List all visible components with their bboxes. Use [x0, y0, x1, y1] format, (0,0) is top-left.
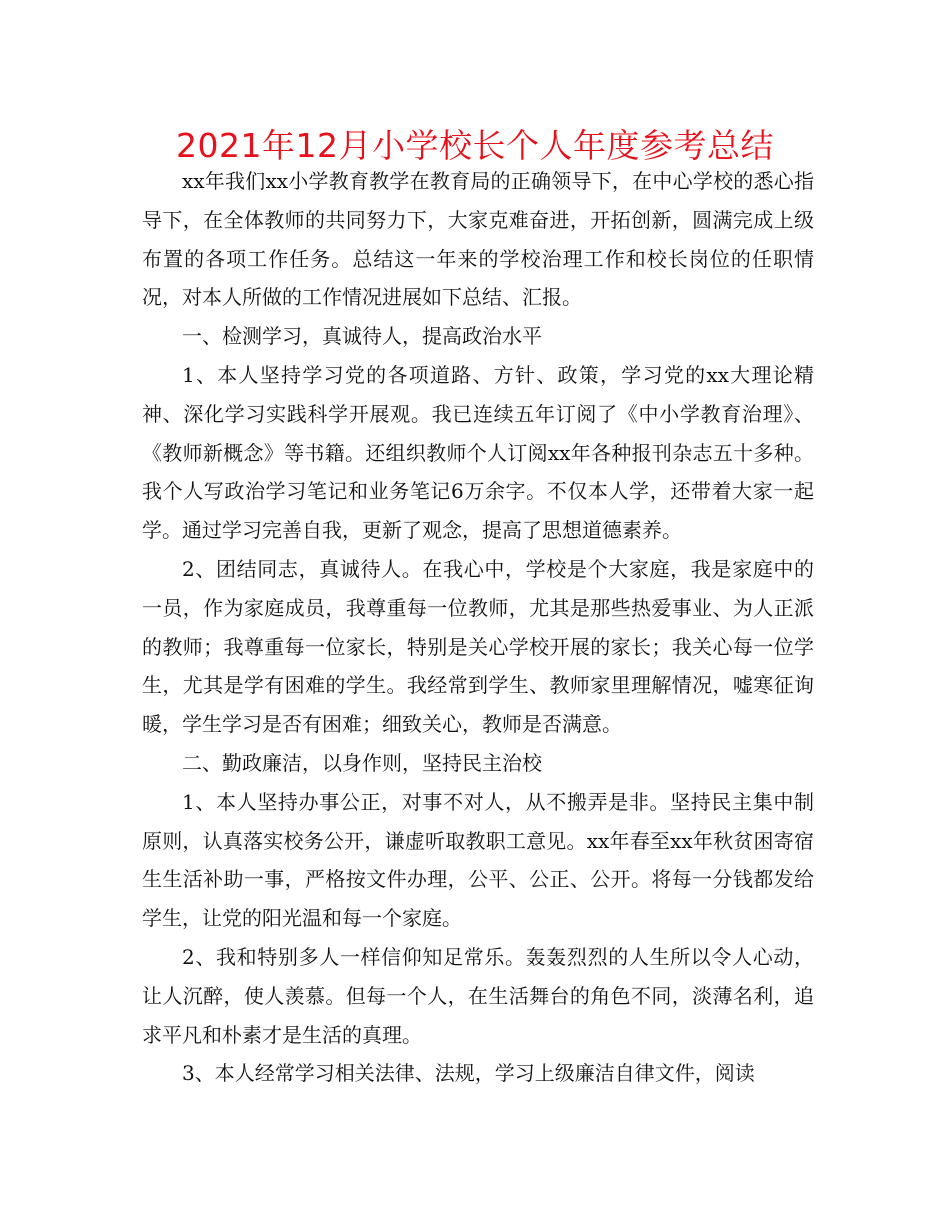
paragraph-1-2: 2、团结同志，真诚待人。在我心中，学校是个大家庭，我是家庭中的一员，作为家庭成员，我尊重每一位教师，尤其是那些热爱事业、为人正派的教师；我尊重每一位家长，特别是关心学校开展的家长；我关心每一位学生，尤其是学有困难的学生。我经常到学生、教师家里理解情况，嘘寒征询暖，学生学习是否有困难；细致关心，教师是否满意。 [142, 556, 814, 737]
section-heading-1: 一、检测学习，真诚待人，提高政治水平 [182, 324, 542, 349]
paragraph-1-1: 1、本人坚持学习党的各项道路、方针、政策，学习党的xx大理论精神、深化学习实践科学开展观。我已连续五年订阅了《中小学教育治理》、《教师新概念》等书籍。还组织教师个人订阅xx年各种报刊杂志五十多种。我个人写政治学习笔记和业务笔记6万余字。不仅本人学，还带着大家一起学。通过学习完善自我，更新了观念，提高了思想道德素养。 [142, 362, 814, 543]
section-heading-2: 二、勤政廉洁，以身作则，坚持民主治校 [182, 750, 542, 775]
document-title: 2021年12月小学校长个人年度参考总结 [176, 126, 774, 165]
paragraph-2-1: 1、本人坚持办事公正，对事不对人，从不搬弄是非。坚持民主集中制原则，认真落实校务公开，谦虚听取教职工意见。xx年春至xx年秋贫困寄宿生生活补助一事，严格按文件办理，公平、公正、公开。将每一分钱都发给学生，让党的阳光温和每一个家庭。 [142, 789, 814, 931]
paragraph-2-3: 3、本人经常学习相关法律、法规，学习上级廉洁自律文件，阅读 [182, 1061, 755, 1086]
paragraph-2-2: 2、我和特别多人一样信仰知足常乐。轰轰烈烈的人生所以令人心动，让人沉醉，使人羡慕。但每一个人，在生活舞台的角色不同，淡薄名利，追求平凡和朴素才是生活的真理。 [142, 944, 814, 1047]
document-body [142, 162, 814, 1093]
paragraph-intro: xx年我们xx小学教育教学在教育局的正确领导下，在中心学校的悉心指导下，在全体教师的共同努力下，大家克难奋进，开拓创新，圆满完成上级布置的各项工作任务。总结这一年来的学校治理工作和校长岗位的任职情况，对本人所做的工作情况进展如下总结、汇报。 [142, 169, 814, 310]
